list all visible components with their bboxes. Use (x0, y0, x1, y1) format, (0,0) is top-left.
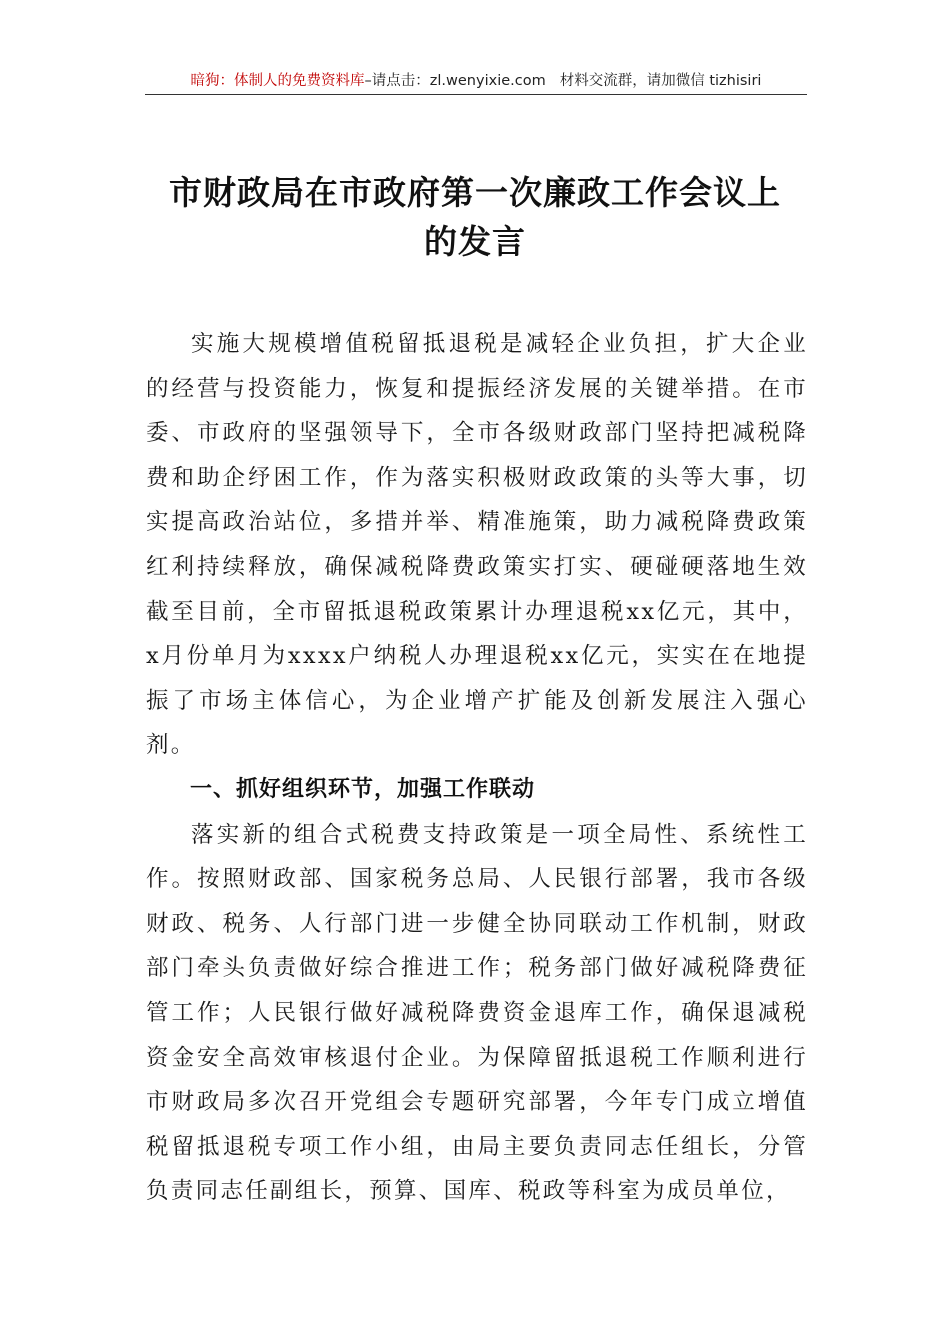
title-line-2: 的发言 (424, 222, 526, 261)
document-body (146, 322, 808, 1214)
section-1-paragraph: 落实新的组合式税费支持政策是一项全局性、系统性工作。按照财政部、国家税务总局、人民银行部署，我市各级财政、税务、人行部门进一步健全协同联动工作机制，财政部门牵头负责做好综合推进工作；税务部门做好减税降费征管工作；人民银行做好减税降费资金退库工作，确保退减税资金安全高效审核退付企业。为保障留抵退税工作顺利进行市财政局多次召开党组会专题研究部署，今年专门成立增值税留抵退税专项工作小组，由局主要负责同志任组长，分管负责同志任副组长，预算、国库、税政等科室为成员单位， (146, 821, 808, 1205)
header-link-prefix: –请点击： (364, 73, 430, 89)
intro-paragraph: 实施大规模增值税留抵退税是减轻企业负担，扩大企业的经营与投资能力，恢复和提振经济发展的关键举措。在市委、市政府的坚强领导下，全市各级财政部门坚持把减税降费和助企纾困工作，作为落实积极财政政策的头等大事，切实提高政治站位，多措并举、精准施策，助力减税降费政策红利持续释放，确保减税降费政策实打实、硬碰硬落地生效截至目前，全市留抵退税政策累计办理退税xx亿元，其中，x月份单月为xxxx户纳税人办理退税xx亿元，实实在在地提振了市场主体信心，为企业增产扩能及创新发展注入强心剂。 (146, 331, 808, 759)
page-header (145, 68, 807, 95)
title-line-1: 市财政局在市政府第一次廉政工作会议上 (169, 173, 781, 212)
document-title (120, 168, 830, 266)
header-contact: 材料交流群，请加微信 tizhisiri (559, 73, 762, 89)
header-link-url[interactable]: zl.wenyixie.com (429, 73, 546, 89)
section-heading-1: 一、抓好组织环节，加强工作联动 (190, 776, 536, 802)
header-site-name: 暗狗：体制人的免费资料库 (190, 73, 365, 89)
